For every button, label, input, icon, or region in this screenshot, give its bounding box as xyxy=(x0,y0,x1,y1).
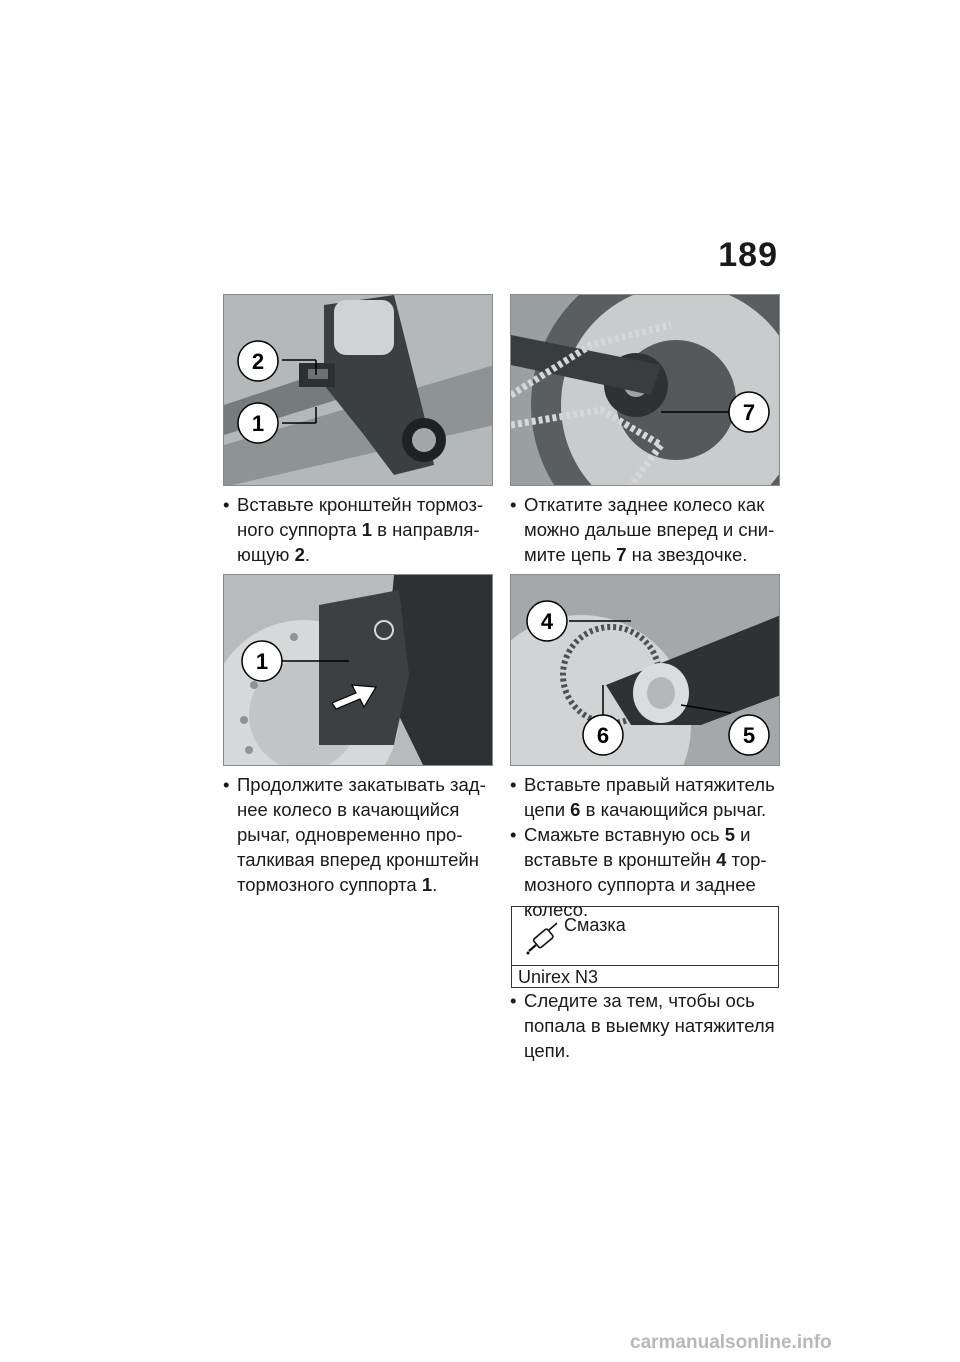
callout-4: 4 xyxy=(540,609,554,634)
final-step-text xyxy=(510,988,780,1063)
brake-disc-photo xyxy=(223,574,493,766)
step-3-text xyxy=(223,772,493,897)
lubricant-value: Unirex N3 xyxy=(518,967,599,987)
step-4-bullet-2: • Смажьте вставную ось 5 и вставьте в кронштейн 4 тормозного суппорта и заднее колесо. xyxy=(510,822,780,922)
lubricant-label: Смазка xyxy=(564,915,626,935)
callout-1: 1 xyxy=(255,649,269,674)
final-bullet: • Следите за тем, чтобы ось попала в выемку натяжителя цепи. xyxy=(510,988,780,1063)
step-4-text xyxy=(510,772,780,922)
grease-gun-icon xyxy=(524,921,564,957)
axle-tensioner-photo xyxy=(510,574,780,766)
callout-6: 6 xyxy=(596,723,610,748)
chain-sprocket-photo xyxy=(510,294,780,486)
step-2-text xyxy=(510,492,780,567)
callout-1: 1 xyxy=(251,411,265,436)
page-number: 189 xyxy=(718,236,778,274)
step-2-bullet: • Откатите заднее колесо как можно дальше вперед и снимите цепь 7 на звездочке. xyxy=(510,492,780,567)
step-4-bullet-1: • Вставьте правый натяжитель цепи 6 в качающийся рычаг. xyxy=(510,772,780,822)
step-3-bullet: • Продолжите закатывать заднее колесо в качающийся рычаг, одновременно проталкивая вперед кронштейн тормозного суппорта 1. xyxy=(223,772,493,897)
step-1-bullet: • Вставьте кронштейн тормозного суппорта 1 в направляющую 2. xyxy=(223,492,493,567)
lubricant-table xyxy=(511,906,779,988)
caliper-bracket-photo xyxy=(223,294,493,486)
callout-5: 5 xyxy=(742,723,756,748)
lubricant-header xyxy=(512,907,778,966)
callout-7: 7 xyxy=(742,400,756,425)
watermark: carmanualsonline.info xyxy=(630,1332,832,1353)
step-1-text xyxy=(223,492,493,567)
callout-2: 2 xyxy=(251,349,265,374)
